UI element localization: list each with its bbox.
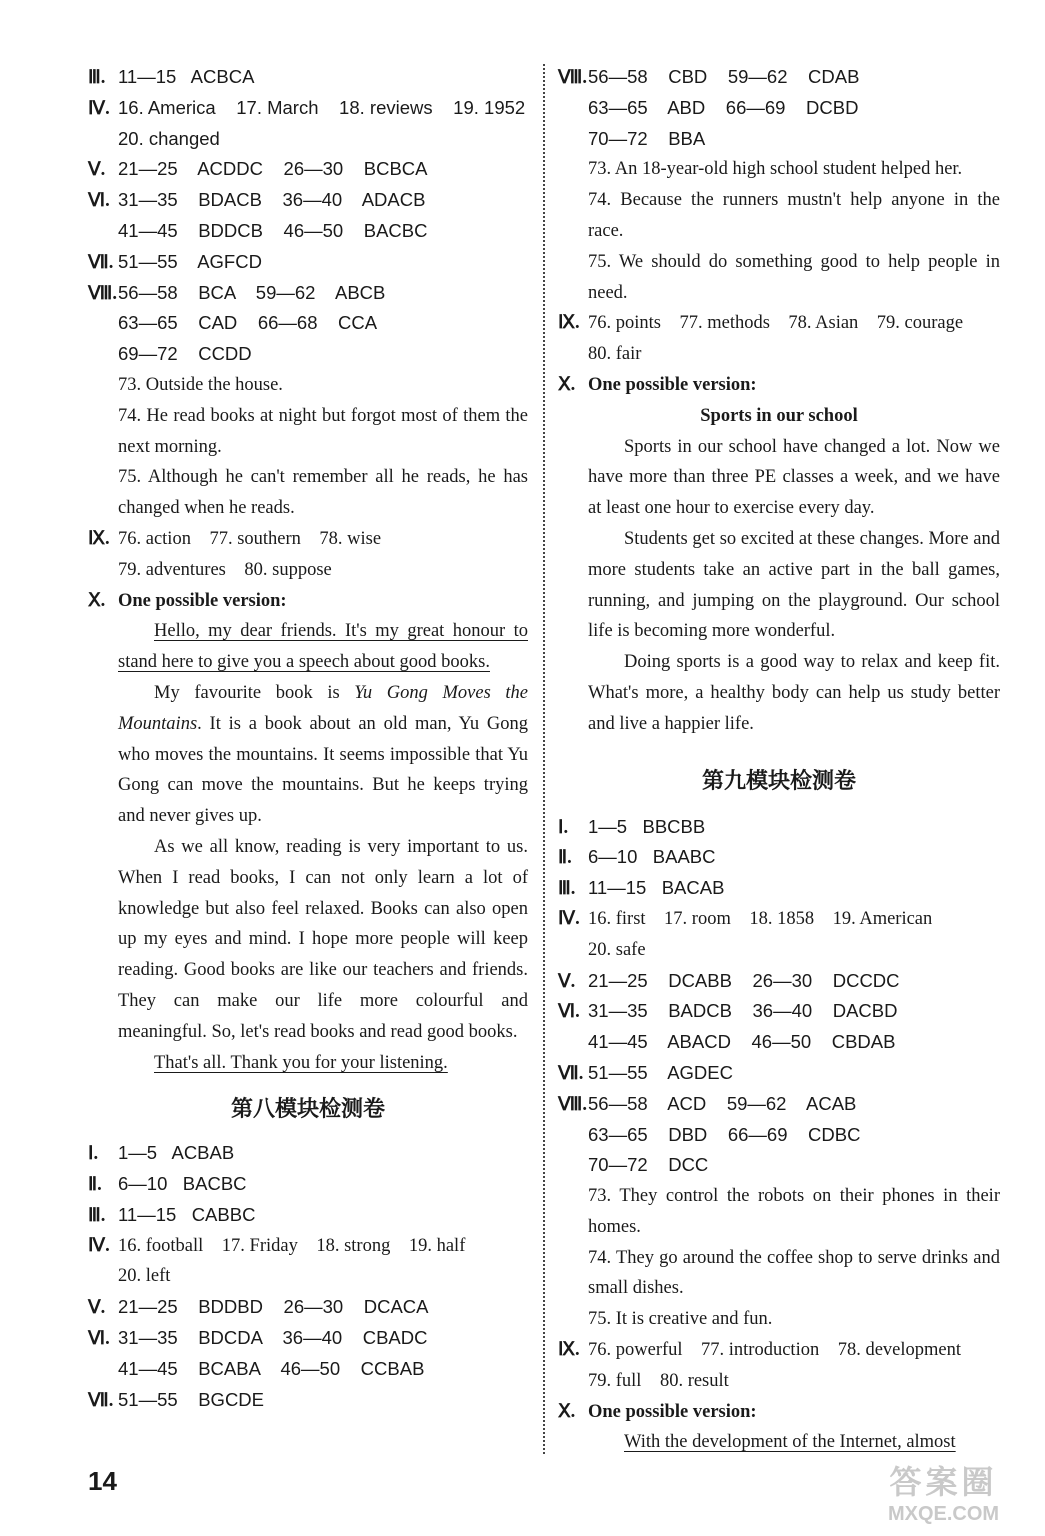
answer-row: Ⅳ. 16. first 17. room 18. 1858 19. American xyxy=(558,908,933,929)
essay-paragraph: Doing sports is a good way to relax and keep fit. What's more, a healthy body can help us study better and live a happier life. xyxy=(588,652,1000,734)
answer-row-cont: 20. left xyxy=(118,1266,171,1287)
answer-row: Ⅶ. 51—55 BGCDE xyxy=(88,1388,265,1411)
answer-row: Ⅳ. 16. America 17. March 18. reviews 19. 1952 xyxy=(88,96,526,119)
page-number: 14 xyxy=(88,1466,117,1496)
answer-75: 75. It is creative and fun. xyxy=(588,1309,773,1330)
answer-row: Ⅶ. 51—55 AGFCD xyxy=(88,250,262,273)
answer-75: 75. Although he can't remember all he reads, he has changed when he reads. xyxy=(118,467,528,519)
answer-row: Ⅵ. 31—35 BADCB 36—40 DACBD xyxy=(558,1000,898,1023)
answer-row: Ⅴ. 21—25 DCABB 26—30 DCCDC xyxy=(558,969,900,992)
answer-73: 73. Outside the house. xyxy=(118,374,283,395)
answer-row-cont: 70—72 DCC xyxy=(588,1154,709,1176)
answer-row: Ⅵ. 31—35 BDCDA 36—40 CBADC xyxy=(88,1327,428,1350)
answer-row: Ⅱ. 6—10 BACBC xyxy=(88,1173,247,1196)
answer-row: Ⅶ. 51—55 AGDEC xyxy=(558,1061,733,1084)
answer-74: 74. They go around the coffee shop to serve drinks and small dishes. xyxy=(588,1247,1000,1299)
answer-row-cont: 69—72 CCDD xyxy=(118,343,252,365)
essay-opening: Hello, my dear friends. It's my great honour to stand here to give you a speech about good books. xyxy=(118,621,528,673)
section-title-module-8: 第八模块检测卷 xyxy=(230,1097,385,1123)
answer-row: Ⅲ. 11—15 ACBCA xyxy=(88,66,255,88)
answer-row: Ⅲ. 11—15 CABBC xyxy=(88,1203,256,1226)
answer-row-cont: 63—65 DBD 66—69 CDBC xyxy=(588,1123,861,1145)
answer-row: Ⅰ. 1—5 BBCBB xyxy=(558,815,706,838)
answer-row-cont: 20. safe xyxy=(588,939,646,960)
answer-row: Ⅳ. 16. football 17. Friday 18. strong 19. half xyxy=(88,1235,466,1256)
answer-row: Ⅸ. 76. points 77. methods 78. Asian 79. courage xyxy=(558,313,964,334)
book-title: Yu Gong Moves the Mountains xyxy=(118,682,528,734)
answer-row: Ⅲ. 11—15 BACAB xyxy=(558,877,725,900)
answer-row: Ⅷ.56—58 BCA 59—62 ABCB xyxy=(88,281,386,304)
answer-row-cont: 79. adventures 80. suppose xyxy=(118,559,332,580)
answer-75: 75. We should do something good to help people in need. xyxy=(588,251,1000,303)
answer-row: Ⅸ. 76. action 77. southern 78. wise xyxy=(88,528,382,549)
answer-row: Ⅹ. One possible version: xyxy=(558,374,757,395)
answer-row: Ⅷ.56—58 ACD 59—62 ACAB xyxy=(558,1092,857,1115)
answer-row-cont: 20. changed xyxy=(118,127,220,149)
answer-row: Ⅵ. 31—35 BDACB 36—40 ADACB xyxy=(88,189,426,212)
left-column xyxy=(88,62,528,1415)
answer-row: Ⅴ. 21—25 ACDDC 26—30 BCBCA xyxy=(88,158,428,181)
answer-row: Ⅹ. One possible version: xyxy=(558,1401,757,1422)
essay-paragraph: Students get so excited at these changes. More and more students take an active part in the ball games, running, and jumping on the playground. Our school life is becoming more wonderful. xyxy=(588,528,1000,642)
answer-row: Ⅷ.56—58 CBD 59—62 CDAB xyxy=(558,66,860,88)
section-title-module-9: 第九模块检测卷 xyxy=(701,768,856,794)
answer-73: 73. They control the robots on their phones in their homes. xyxy=(588,1186,1000,1237)
answer-74: 74. He read books at night but forgot most of them the next morning. xyxy=(118,405,528,457)
right-column xyxy=(558,62,1000,1458)
answer-row-cont: 63—65 CAD 66—68 CCA xyxy=(118,312,378,334)
answer-row: Ⅹ. One possible version: xyxy=(88,590,287,611)
answer-73: 73. An 18-year-old high school student helped her. xyxy=(588,159,963,180)
answer-row-cont: 63—65 ABD 66—69 DCBD xyxy=(588,96,859,118)
answer-row-cont: 41—45 BDDCB 46—50 BACBC xyxy=(118,219,428,241)
column-divider xyxy=(543,64,545,1454)
essay-paragraph: As we all know, reading is very important to us. When I read books, I can not only learn a lot of knowledge but also feel relaxed. Books can also open up my eyes and mind. I hope more people will keep reading. Good books are like our teachers and friends. They can make our life more colourful and meaningful. So, let's read books and read good books. xyxy=(118,836,528,1042)
essay-paragraph: My favourite book is Yu Gong Moves the Mountains. It is a book about an old man, Yu Gong who moves the mountains. It seems impossible that Yu Gong can move the mountains. But he keeps trying and never gives up. xyxy=(118,682,528,827)
answer-row-cont: 80. fair xyxy=(588,344,642,365)
answer-row: Ⅸ. 76. powerful 77. introduction 78. development xyxy=(558,1340,962,1361)
answer-row-cont: 41—45 ABACD 46—50 CBDAB xyxy=(588,1031,896,1053)
watermark-logo: 答案圈 MXQE.COM xyxy=(887,1464,1000,1525)
answer-row: Ⅰ. 1—5 ACBAB xyxy=(88,1142,235,1165)
answer-row-cont: 70—72 BBA xyxy=(588,127,706,149)
essay-opening: With the development of the Internet, almost xyxy=(624,1432,956,1453)
answer-row: Ⅱ. 6—10 BAABC xyxy=(558,846,716,869)
answer-row: Ⅴ. 21—25 BDDBD 26—30 DCACA xyxy=(88,1296,429,1319)
answer-row-cont: 41—45 BCABA 46—50 CCBAB xyxy=(118,1357,425,1379)
essay-closing: That's all. Thank you for your listening. xyxy=(154,1052,448,1073)
essay-title: Sports in our school xyxy=(700,405,858,426)
answer-74: 74. Because the runners mustn't help anyone in the race. xyxy=(588,190,1000,241)
answer-row-cont: 79. full 80. result xyxy=(588,1370,729,1391)
essay-paragraph: Sports in our school have changed a lot. Now we have more than three PE classes a week, and we have at least one hour to exercise every day. xyxy=(588,436,1000,519)
